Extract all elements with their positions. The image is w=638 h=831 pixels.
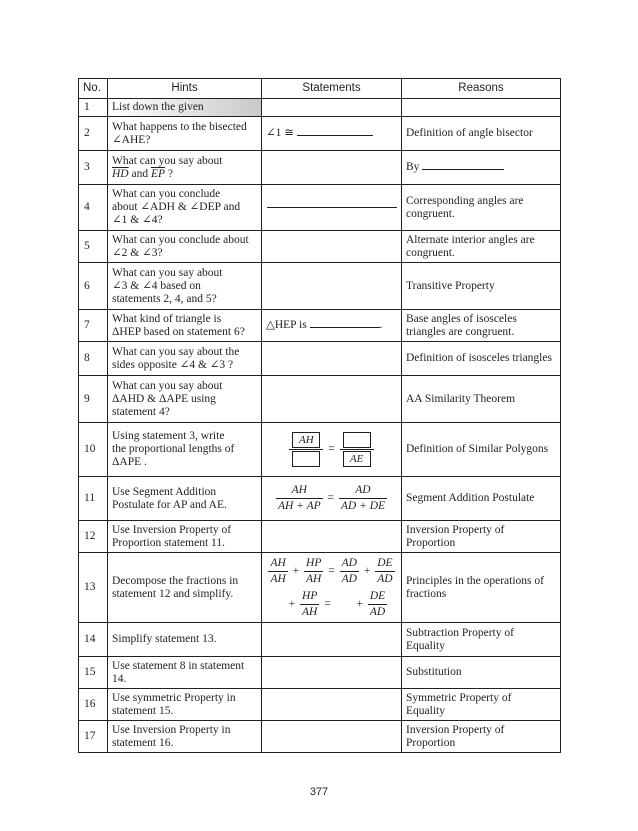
table-row	[79, 151, 561, 185]
answer-blank[interactable]	[297, 135, 373, 136]
reason-line: Inversion Property of	[406, 723, 505, 736]
reason-line: Equality	[406, 639, 445, 652]
hint-line: What can you conclude about	[112, 233, 249, 246]
hint-line: ∠2 & ∠3?	[112, 246, 163, 259]
hint-cell	[108, 231, 262, 263]
reason-cell: Definition of Similar Polygons	[402, 423, 561, 477]
numerator: AD	[355, 484, 371, 496]
plus-sign: +	[356, 597, 363, 610]
hint-line: ΔAHD & ΔAPE using	[112, 392, 216, 405]
table-row	[79, 657, 561, 689]
reason-text: By	[406, 161, 420, 173]
hint-line: ∠3 & ∠4 based on	[112, 279, 201, 292]
reason-line: Alternate interior angles are	[406, 233, 535, 246]
statement-cell[interactable]	[262, 185, 402, 231]
reason-line: Principles in the operations of	[406, 574, 544, 587]
row-number: 12	[79, 521, 108, 553]
reason-cell: Segment Addition Postulate	[402, 477, 561, 521]
reason-line: Equality	[406, 704, 445, 717]
statement-cell	[262, 423, 402, 477]
hint-cell	[108, 342, 262, 376]
table-row	[79, 721, 561, 753]
reason-line: Proportion	[406, 736, 456, 749]
fraction	[300, 590, 319, 619]
hint-cell: Simplify statement 13.	[108, 623, 262, 657]
answer-blank[interactable]	[310, 327, 380, 328]
fraction	[368, 590, 387, 619]
header-no: No.	[79, 79, 108, 99]
box-ae: AE	[343, 451, 371, 467]
statement-text: △HEP is	[266, 319, 307, 331]
hint-line: ∠1 & ∠4?	[112, 214, 163, 226]
reason-cell: Transitive Property	[402, 263, 561, 310]
hint-line: statement 12 and simplify.	[112, 587, 234, 600]
hint-line: What kind of triangle is	[112, 312, 222, 325]
hint-line: ∠AHE?	[112, 133, 151, 146]
table-row	[79, 477, 561, 521]
denominator: AD	[341, 572, 357, 585]
table-row	[79, 689, 561, 721]
fraction	[375, 557, 394, 586]
fraction-bar	[289, 449, 323, 450]
reason-cell	[402, 99, 561, 117]
segment-hd: $\overline{HD}$	[112, 167, 129, 180]
table-row	[79, 521, 561, 553]
reason-cell	[402, 689, 561, 721]
hint-line: Use Segment Addition	[112, 485, 217, 498]
statement-cell[interactable]	[262, 376, 402, 423]
hint-text: ?	[165, 167, 174, 180]
reason-cell	[402, 310, 561, 342]
equals-sign: =	[327, 492, 334, 504]
reason-line: triangles are congruent.	[406, 325, 515, 338]
equals-sign: =	[328, 564, 335, 577]
hint-line: What happens to the bisected	[112, 120, 247, 133]
statement-cell[interactable]	[262, 342, 402, 376]
header-reasons: Reasons	[402, 79, 561, 99]
numerator: DE	[369, 589, 386, 602]
plus-sign: +	[292, 564, 300, 577]
hint-line: about ∠ADH & ∠DEP and	[112, 201, 241, 213]
hint-line: ΔAPE .	[112, 456, 147, 468]
statement-cell[interactable]	[262, 99, 402, 117]
reason-line: Base angles of isosceles	[406, 312, 517, 325]
hint-line: Use Inversion Property of	[112, 523, 232, 536]
reason-line: Inversion Property of	[406, 523, 505, 536]
fraction	[339, 484, 387, 513]
row-number: 17	[79, 721, 108, 753]
reason-cell	[402, 185, 561, 231]
hint-cell	[108, 423, 262, 477]
proportion-right	[340, 432, 374, 467]
table-row	[79, 231, 561, 263]
fraction	[304, 557, 323, 586]
answer-blank[interactable]	[267, 207, 397, 208]
hint-cell	[108, 185, 262, 231]
numerator: AD	[341, 556, 357, 569]
equation-line-1	[266, 557, 397, 586]
answer-box[interactable]	[343, 432, 371, 448]
fraction-bar	[340, 449, 374, 450]
equation-line-2	[266, 590, 397, 619]
row-number: 10	[79, 423, 108, 477]
reason-cell: AA Similarity Theorem	[402, 376, 561, 423]
statement-text: .	[379, 319, 383, 331]
table-row	[79, 117, 561, 151]
row-number: 3	[79, 151, 108, 185]
reason-cell: Definition of angle bisector	[402, 117, 561, 151]
row-number: 15	[79, 657, 108, 689]
header-hints: Hints	[108, 79, 262, 99]
hint-text: and	[128, 167, 151, 180]
statement-cell[interactable]	[262, 231, 402, 263]
reason-cell	[402, 231, 561, 263]
table-row	[79, 623, 561, 657]
denominator: AH + AP	[277, 500, 321, 512]
row-number: 16	[79, 689, 108, 721]
equals-sign: =	[324, 597, 331, 610]
header-row	[79, 79, 561, 99]
table-row	[79, 99, 561, 117]
row-number: 5	[79, 231, 108, 263]
hint-line: the proportional lengths of	[112, 443, 235, 455]
row-number: 8	[79, 342, 108, 376]
hint-line: statement 4?	[112, 405, 170, 418]
numerator: HP	[306, 556, 322, 569]
statement-text: ∠1 ≅	[266, 127, 294, 139]
hint-line: statement 16.	[112, 736, 174, 749]
reason-line: Proportion	[406, 536, 456, 549]
hint-line: What can you say about	[112, 379, 223, 392]
statement-cell	[262, 117, 402, 151]
fraction	[276, 484, 323, 513]
hint-line: What can you say about	[112, 154, 223, 167]
reason-line: Symmetric Property of	[406, 691, 512, 704]
denominator: AH	[306, 572, 322, 585]
hint-cell	[108, 721, 262, 753]
hint-line: Use statement 8 in statement	[112, 659, 245, 672]
statement-cell	[262, 553, 402, 623]
hint-cell	[108, 553, 262, 623]
statement-cell[interactable]	[262, 657, 402, 689]
table-row	[79, 263, 561, 310]
hint-cell	[108, 117, 262, 151]
hint-cell	[108, 263, 262, 310]
reason-line: congruent.	[406, 207, 455, 220]
statement-cell[interactable]	[262, 623, 402, 657]
table-row	[79, 342, 561, 376]
statement-cell[interactable]	[262, 521, 402, 553]
hint-line: What can you say about the	[112, 345, 240, 358]
hint-cell	[108, 151, 262, 185]
reason-cell	[402, 151, 561, 185]
answer-box[interactable]	[292, 451, 320, 467]
segment-ep: $\overline{EP}$	[150, 167, 166, 180]
fraction	[340, 557, 359, 586]
row-number: 14	[79, 623, 108, 657]
hint-line: Postulate for AP and AE.	[112, 498, 227, 511]
denominator: AH	[302, 605, 318, 618]
hint-cell	[108, 376, 262, 423]
hint-cell	[108, 521, 262, 553]
row-number: 6	[79, 263, 108, 310]
reason-line: fractions	[406, 587, 447, 600]
hint-line: Decompose the fractions in	[112, 574, 239, 587]
row-number: 9	[79, 376, 108, 423]
header-statements: Statements	[262, 79, 402, 99]
row-number: 13	[79, 553, 108, 623]
row-number: 1	[79, 99, 108, 117]
hint-line	[112, 168, 257, 181]
hint-line: What can you conclude	[112, 188, 221, 200]
table-row	[79, 376, 561, 423]
hint-line: What can you say about	[112, 266, 223, 279]
reason-cell	[402, 721, 561, 753]
denominator: AD	[369, 605, 386, 618]
hint-cell	[108, 477, 262, 521]
row-number: 2	[79, 117, 108, 151]
plus-sign: +	[288, 597, 296, 610]
numerator: DE	[377, 556, 393, 569]
reason-cell	[402, 521, 561, 553]
plus-sign: +	[363, 564, 371, 577]
hint-line: ΔHEP based on statement 6?	[112, 325, 245, 338]
statement-cell[interactable]	[262, 689, 402, 721]
equals-sign: =	[328, 443, 335, 455]
table-row	[79, 423, 561, 477]
table-row	[79, 185, 561, 231]
answer-blank[interactable]	[422, 169, 504, 170]
denominator: AH	[270, 572, 286, 585]
reason-line: Subtraction Property of	[406, 626, 514, 639]
table-row	[79, 553, 561, 623]
proportion-left	[289, 432, 323, 467]
reason-cell: Substitution	[402, 657, 561, 689]
page-number: 377	[309, 786, 329, 798]
numerator: HP	[302, 589, 318, 602]
hint-line: statement 15.	[112, 704, 174, 717]
statement-cell[interactable]	[262, 263, 402, 310]
denominator: AD	[377, 572, 393, 585]
statement-cell[interactable]	[262, 151, 402, 185]
table-row	[79, 310, 561, 342]
reason-cell	[402, 623, 561, 657]
row-number: 7	[79, 310, 108, 342]
reason-line: Corresponding angles are	[406, 194, 524, 207]
hint-line: sides opposite ∠4 & ∠3 ?	[112, 358, 234, 371]
reason-cell: Definition of isosceles triangles	[402, 342, 561, 376]
hint-line: 14.	[112, 672, 127, 685]
hint-cell: List down the given	[108, 99, 262, 117]
row-number: 4	[79, 185, 108, 231]
hint-line: Proportion statement 11.	[112, 536, 225, 549]
hint-cell	[108, 689, 262, 721]
hint-line: Use symmetric Property in	[112, 691, 236, 704]
denominator: AD + DE	[340, 500, 386, 512]
numerator: AH	[291, 484, 307, 496]
box-ah: AH	[292, 432, 320, 448]
row-number: 11	[79, 477, 108, 521]
hint-cell	[108, 657, 262, 689]
statement-cell	[262, 477, 402, 521]
reason-cell	[402, 553, 561, 623]
proof-table	[78, 78, 561, 753]
statement-cell[interactable]	[262, 721, 402, 753]
hint-line: statements 2, 4, and 5?	[112, 292, 217, 305]
fraction	[268, 557, 287, 586]
hint-line: Using statement 3, write	[112, 430, 225, 442]
hint-cell	[108, 310, 262, 342]
statement-cell	[262, 310, 402, 342]
hint-line: Use Inversion Property in	[112, 723, 231, 736]
numerator: AH	[270, 556, 286, 569]
reason-line: congruent.	[406, 246, 455, 259]
